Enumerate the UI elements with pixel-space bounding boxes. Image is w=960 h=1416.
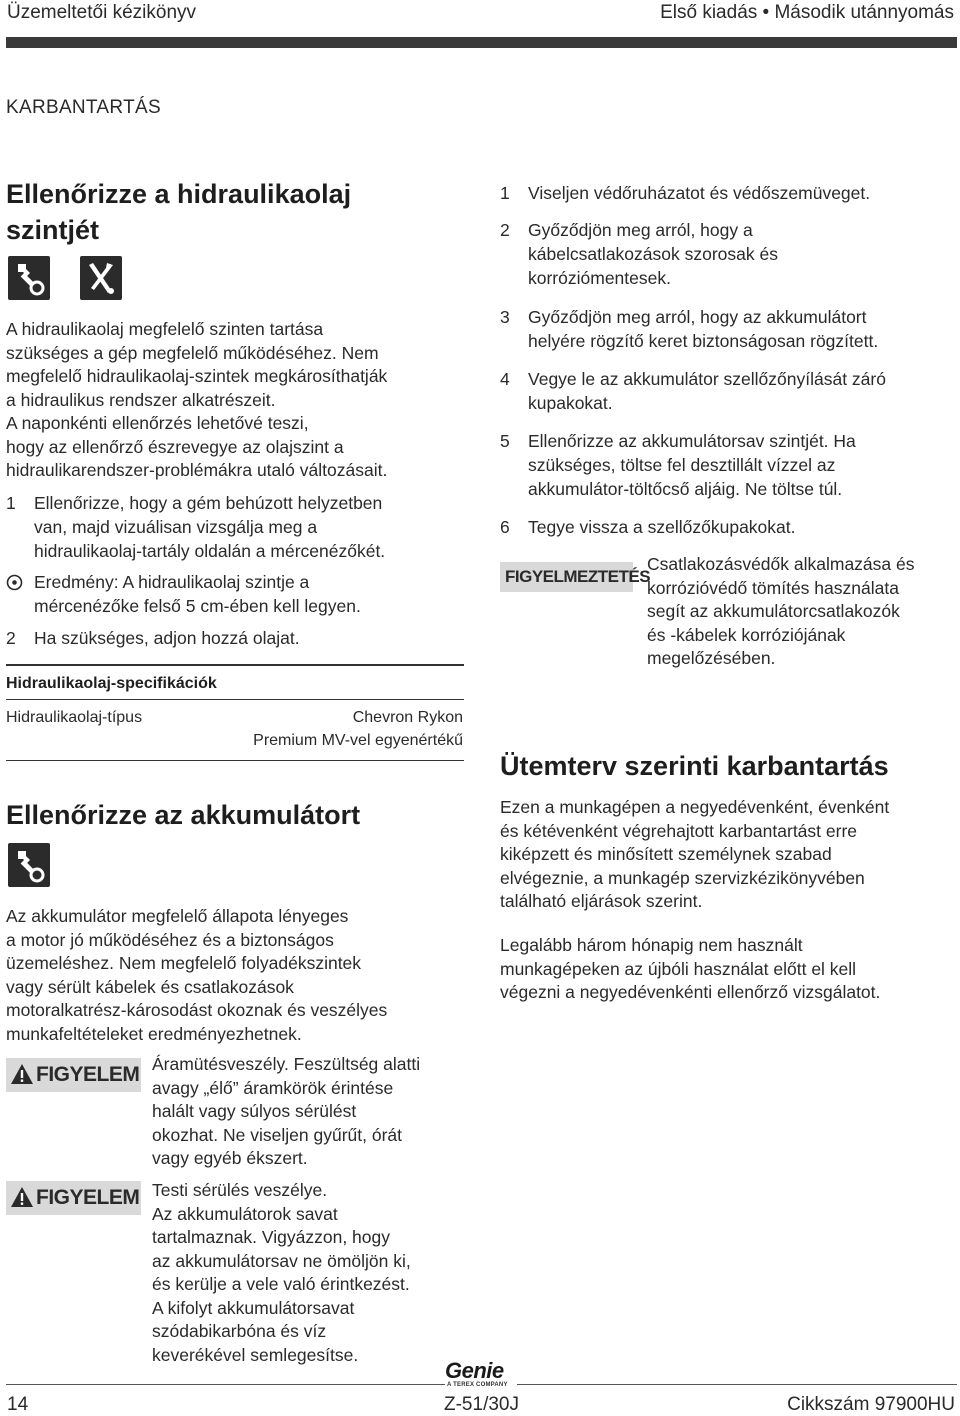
text-line: vagy egyéb ékszert.: [152, 1148, 308, 1168]
text-line: Az akkumulátorok savat: [152, 1203, 338, 1224]
spec-title: Hidraulikaolaj-specifikációk: [6, 675, 217, 692]
text-line: elvégeznie, a munkagép szervizkézikönyvében: [500, 867, 865, 888]
hydraulic-intro: [6, 318, 466, 483]
text-line: hogy az ellenőrző észrevegye az olajszint a: [6, 436, 344, 457]
text-line: A naponkénti ellenőrzés lehetővé teszi,: [6, 413, 309, 433]
text-line: a motor jó működéséhez és a biztonságos: [6, 929, 334, 950]
battery-step-2: [500, 218, 955, 290]
text-line: A kifolyt akkumulátorsavat: [152, 1297, 355, 1318]
spec-top-rule: [6, 664, 464, 666]
text-line: Győződjön meg arról, hogy az akkumulátort: [528, 307, 867, 327]
step-number: 1: [500, 183, 510, 203]
hydraulic-step-2: [6, 626, 466, 650]
logo-wordmark: Genie: [445, 1358, 504, 1383]
hydraulic-title: [6, 176, 351, 248]
step-number: 2: [500, 220, 510, 240]
text-line: helyére rögzítő keret biztonságosan rögzített.: [528, 331, 879, 351]
wrench-icon: [8, 256, 50, 300]
warning-badge-label: FIGYELEM: [36, 1186, 140, 1209]
notice-text: [647, 553, 957, 671]
tools-icon: [80, 256, 122, 300]
text-line: található eljárások szerint.: [500, 891, 703, 911]
text-line: vagy sérült kábelek és csatlakozások: [6, 976, 294, 997]
step-number: 1: [6, 493, 16, 513]
text-line: tartalmaznak. Vigyázzon, hogy: [152, 1227, 391, 1247]
text-line: megelőzésében.: [647, 648, 776, 668]
step-number: 2: [6, 628, 16, 648]
section-label: KARBANTARTÁS: [6, 97, 161, 118]
spec-label: Hidraulikaolaj-típus: [6, 709, 143, 726]
battery-step-4: [500, 367, 955, 415]
footer-part-number: Cikkszám 97900HU: [787, 1394, 955, 1415]
text-line: akkumulátor-töltőcső aljáig. Ne töltse túl.: [528, 479, 843, 499]
text-line: a hidraulikus rendszer alkatrészeit.: [6, 389, 276, 410]
scheduled-title: Ütemterv szerinti karbantartás: [500, 751, 889, 781]
text-line: okozhat. Ne viseljen gyűrűt, órát: [152, 1124, 402, 1145]
text-line: munkafeltételeket eredményezhetnek.: [6, 1023, 302, 1044]
warning-text: [152, 1179, 472, 1367]
battery-title: Ellenőrizze az akkumulátort: [6, 800, 361, 830]
text-line: kábelcsatlakozások szorosak és: [528, 244, 778, 264]
text-line: végezni a negyedévenkénti ellenőrző vizsgálatot.: [500, 982, 881, 1002]
spec-value-line2: Premium MV-vel egyenértékű: [253, 732, 463, 749]
hydraulic-step-1: [6, 491, 466, 563]
text-line: hidraulikaolaj-tartály oldalán a mércenézőkét.: [34, 541, 386, 561]
text-line: szükséges a gép megfelelő működéséhez. Nem: [6, 342, 379, 363]
text-line: Az akkumulátor megfelelő állapota lényeges: [6, 906, 349, 926]
text-line: és kétévenként végrehajtott karbantartást erre: [500, 820, 858, 841]
text-line: szódabikarbóna és víz: [152, 1321, 327, 1341]
battery-step-6: [500, 515, 955, 539]
hydraulic-title-line1: Ellenőrizze a hidraulikaolaj: [6, 179, 352, 209]
warning-triangle-icon: [10, 1062, 34, 1086]
text-line: korrózióvédő tömítés használata: [647, 577, 899, 598]
text-line: mércenézőke felső 5 cm-ében kell legyen.: [34, 596, 361, 616]
spec-divider: [6, 699, 464, 700]
battery-step-5: [500, 429, 955, 501]
text-line: Tegye vissza a szellőzőkupakokat.: [528, 517, 796, 537]
battery-step-3: [500, 305, 955, 353]
text-line: szükséges, töltse fel desztillált vízzel az: [528, 455, 836, 475]
spec-bottom-rule: [6, 760, 464, 761]
text-line: motoralkatrész-károsodást okoznak és veszélyes: [6, 1000, 388, 1020]
text-line: Győződjön meg arról, hogy a: [528, 220, 753, 240]
header-edition: Első kiadás • Második utánnyomás: [660, 2, 954, 23]
text-line: Viseljen védőruházatot és védőszemüveget.: [528, 183, 871, 203]
text-line: Ellenőrizze, hogy a gém behúzott helyzetben: [34, 493, 383, 513]
logo-subtitle: A TEREX COMPANY: [447, 1382, 508, 1388]
footer-model: Z-51/30J: [444, 1394, 519, 1415]
text-line: A hidraulikaolaj megfelelő szinten tartása: [6, 319, 324, 339]
text-line: Áramütésveszély. Feszültség alatti: [152, 1054, 421, 1074]
text-line: kupakokat.: [528, 393, 613, 413]
battery-intro: [6, 905, 466, 1046]
text-line: munkagépeken az újbóli használat előtt el kell: [500, 958, 857, 979]
text-line: Ezen a munkagépen a negyedévenként, évenként: [500, 797, 890, 817]
wrench-icon: [8, 843, 50, 887]
text-line: segít az akkumulátorcsatlakozók: [647, 601, 900, 621]
notice-badge-label: FIGYELMEZTETÉS: [505, 567, 651, 586]
text-line: Ha szükséges, adjon hozzá olajat.: [34, 628, 300, 648]
scheduled-para1: [500, 796, 958, 914]
warning-badge-label: FIGYELEM: [36, 1063, 140, 1086]
warning-text: [152, 1053, 472, 1171]
text-line: keverékével semlegesítse.: [152, 1344, 359, 1365]
header-bar: [6, 37, 957, 48]
text-line: hidraulikarendszer-problémákra utaló változásait.: [6, 460, 388, 480]
hydraulic-title-line2: szintjét: [6, 215, 100, 245]
genie-logo: [445, 1358, 517, 1389]
text-line: üzemeléshez. Nem megfelelő folyadékszintek: [6, 953, 362, 973]
text-line: kiképzett és minősített személynek szabad: [500, 844, 832, 864]
notice-badge: [500, 562, 651, 592]
spec-value-line1: Chevron Rykon: [352, 709, 463, 726]
text-line: és -kábelek korróziójának: [647, 624, 846, 645]
warning-badge: [6, 1058, 141, 1092]
step-number: 5: [500, 431, 510, 451]
result-target-icon: [6, 570, 23, 597]
text-line: az akkumulátorsav ne ömöljön ki,: [152, 1250, 411, 1271]
text-line: korróziómentesek.: [528, 268, 671, 288]
text-line: Vegye le az akkumulátor szellőzőnyílását záró: [528, 369, 886, 389]
step-number: 6: [500, 517, 510, 537]
hydraulic-result: [6, 570, 466, 618]
header-manual-title: Üzemeltetői kézikönyv: [7, 2, 197, 23]
text-line: Csatlakozásvédők alkalmazása és: [647, 554, 915, 574]
warning-badge: [6, 1181, 141, 1215]
warning-triangle-icon: [10, 1185, 34, 1209]
text-line: és kerülje a vele való érintkezést.: [152, 1274, 410, 1294]
step-number: 4: [500, 369, 510, 389]
step-number: 3: [500, 307, 510, 327]
text-line: Eredmény: A hidraulikaolaj szintje a: [34, 572, 310, 592]
text-line: megfelelő hidraulikaolaj-szintek megkárosíthatják: [6, 366, 388, 386]
text-line: Legalább három hónapig nem használt: [500, 935, 803, 955]
battery-step-1: [500, 181, 955, 205]
text-line: halált vagy súlyos sérülést: [152, 1101, 357, 1121]
text-line: van, majd vizuálisan vizsgálja meg a: [34, 517, 318, 537]
text-line: Testi sérülés veszélye.: [152, 1180, 328, 1200]
text-line: Ellenőrizze az akkumulátorsav szintjét. Ha: [528, 431, 856, 451]
text-line: avagy „élő” áramkörök érintése: [152, 1077, 394, 1098]
spec-value: [200, 706, 463, 752]
footer-page-number: 14: [7, 1394, 29, 1415]
scheduled-para2: [500, 934, 958, 1005]
